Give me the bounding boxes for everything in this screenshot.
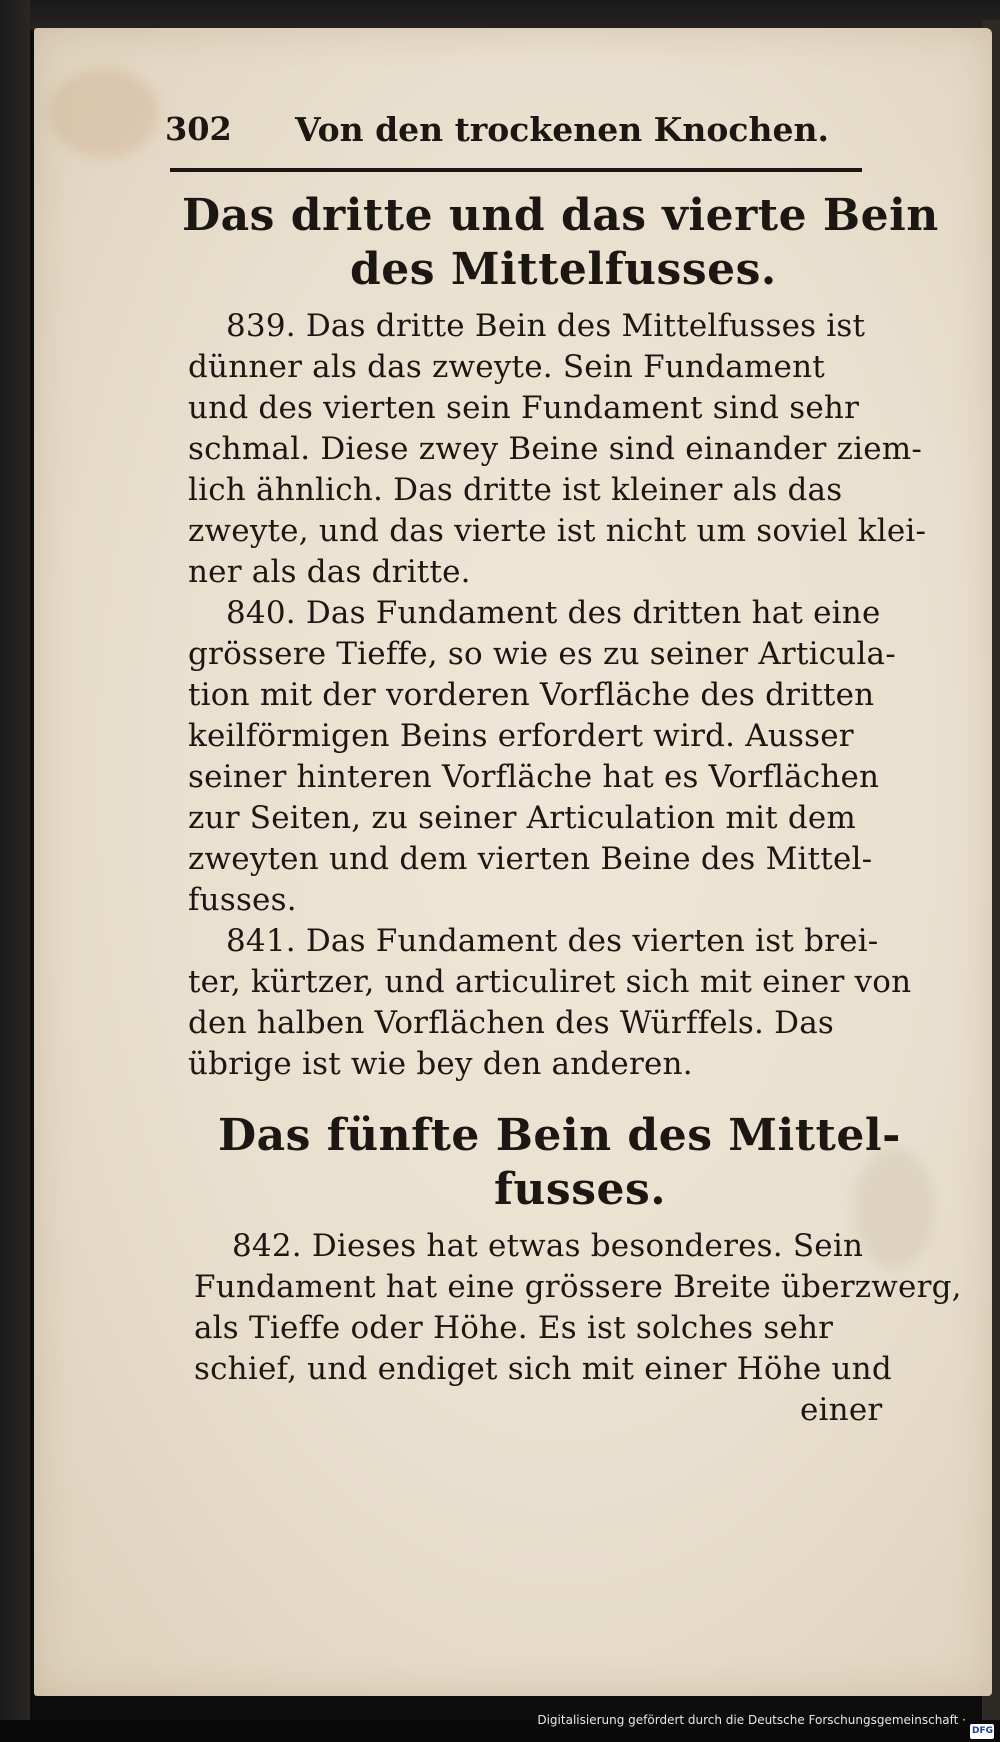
- paragraph-line: zweyten und dem vierten Beine des Mittel-: [188, 841, 873, 877]
- paragraph-line: als Tieffe oder Höhe. Es ist solches sehr: [194, 1310, 834, 1346]
- paragraph-line: ner als das dritte.: [188, 554, 471, 590]
- section-heading-line: Das dritte und das vierte Bein: [182, 190, 939, 241]
- paper-stain: [854, 1148, 934, 1268]
- paragraph-line: ter, kürtzer, und articuliret sich mit einer von: [188, 964, 912, 1000]
- paragraph-line: zur Seiten, zu seiner Articulation mit dem: [188, 800, 857, 836]
- paragraph-line: schief, und endiget sich mit einer Höhe und: [194, 1351, 892, 1387]
- paragraph-line: grössere Tieffe, so wie es zu seiner Articula-: [188, 636, 896, 672]
- running-head: [165, 110, 865, 158]
- paragraph-line: 841. Das Fundament des vierten ist brei-: [226, 923, 879, 959]
- paragraph-line: tion mit der vorderen Vorfläche des dritten: [188, 677, 875, 713]
- paragraph-line: zweyte, und das vierte ist nicht um soviel klei-: [188, 513, 927, 549]
- paragraph-line: den halben Vorflächen des Würffels. Das: [188, 1005, 834, 1041]
- catchword: einer: [800, 1392, 883, 1428]
- paragraph-line: Fundament hat eine grössere Breite überzwerg,: [194, 1269, 962, 1305]
- header-rule: [170, 168, 862, 172]
- paragraph-line: 842. Dieses hat etwas besonderes. Sein: [232, 1228, 864, 1264]
- paragraph-line: 840. Das Fundament des dritten hat eine: [226, 595, 881, 631]
- paragraph-line: übrige ist wie bey den anderen.: [188, 1046, 693, 1082]
- page-number: 302: [165, 110, 232, 148]
- section-heading-line: fusses.: [494, 1164, 667, 1215]
- dfg-logo: [970, 1724, 994, 1739]
- paragraph-line: fusses.: [188, 882, 297, 918]
- section-heading-line: Das fünfte Bein des Mittel-: [218, 1110, 901, 1161]
- paragraph-line: lich ähnlich. Das dritte ist kleiner als das: [188, 472, 843, 508]
- scan-top-edge: [0, 0, 1000, 30]
- section-heading-line: des Mittelfusses.: [350, 244, 777, 295]
- funding-credit: Digitalisierung gefördert durch die Deutsche Forschungsgemeinschaft ·: [537, 1713, 966, 1727]
- paragraph-line: seiner hinteren Vorfläche hat es Vorflächen: [188, 759, 880, 795]
- paragraph-line: 839. Das dritte Bein des Mittelfusses ist: [226, 308, 866, 344]
- book-spine-edge: [0, 0, 30, 1742]
- paragraph-line: keilförmigen Beins erfordert wird. Ausser: [188, 718, 854, 754]
- paragraph-line: und des vierten sein Fundament sind sehr: [188, 390, 860, 426]
- running-head-title: Von den trockenen Knochen.: [295, 110, 829, 149]
- paper-stain: [49, 68, 159, 158]
- paragraph-line: schmal. Diese zwey Beine sind einander ziem-: [188, 431, 923, 467]
- dfg-logo-text: DFG: [972, 1726, 994, 1736]
- paragraph-line: dünner als das zweyte. Sein Fundament: [188, 349, 825, 385]
